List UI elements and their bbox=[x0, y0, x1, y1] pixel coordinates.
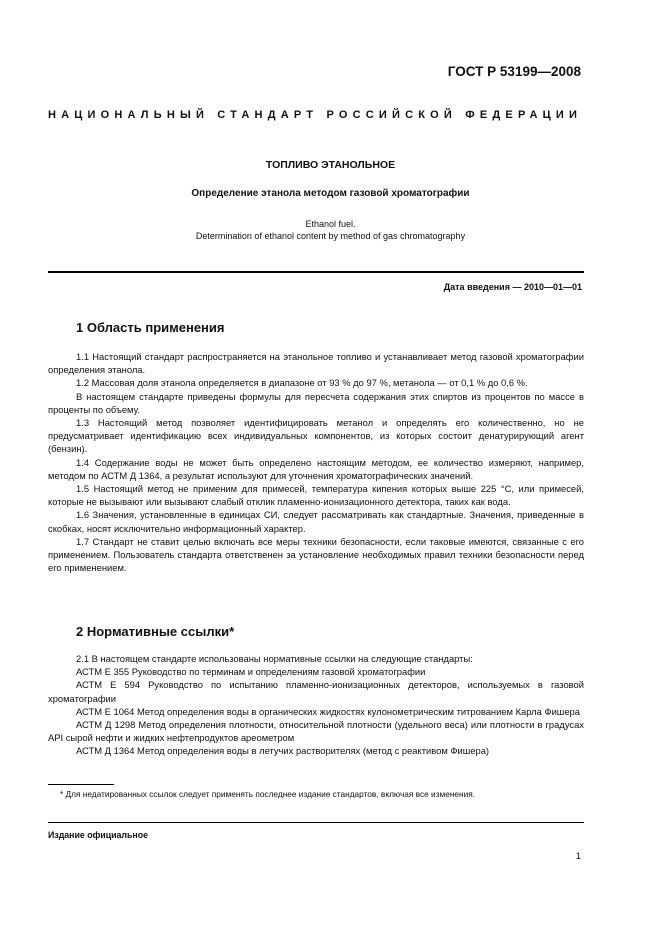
reference-item: АСТМ Д 1364 Метод определения воды в летучих растворителях (метод с реактивом Фишера) bbox=[76, 745, 490, 757]
footer-divider bbox=[48, 822, 584, 823]
standard-code: ГОСТ Р 53199—2008 bbox=[447, 64, 581, 79]
section-1-heading: 1 Область применения bbox=[76, 320, 225, 335]
section-2-heading: 2 Нормативные ссылки* bbox=[76, 624, 235, 639]
edition-label: Издание официальное bbox=[48, 830, 148, 840]
paragraph: 1.1 Настоящий стандарт распространяется на этанольное топливо и устанавливает метод газовой хроматографии определения этанола. bbox=[48, 351, 584, 376]
section-1-body bbox=[48, 350, 584, 574]
document-subtitle: Определение этанола методом газовой хроматографии bbox=[191, 188, 470, 199]
paragraph: 1.5 Настоящий метод не применим для примесей, температура кипения которых выше 225 °С, или примесей, которые не вызывают или вызывают слабый отклик пламенно-ионизационного детектора, таких как вода. bbox=[48, 483, 584, 508]
paragraph: 1.7 Стандарт не ставит целью включать все меры техники безопасности, если таковые имеются, связанные с его применением. Пользователь стандарта ответственен за установление необходимых правил техники безопасности перед его применением. bbox=[48, 535, 584, 574]
reference-item: АСТМ Д 1298 Метод определения плотности, относительной плотности (удельного веса) или плотности в градусах API сырой нефти и жидких нефтепродуктов ареометром bbox=[48, 719, 584, 744]
english-title bbox=[0, 218, 661, 242]
document-title: ТОПЛИВО ЭТАНОЛЬНОЕ bbox=[265, 159, 396, 171]
effective-date: Дата введения — 2010—01—01 bbox=[443, 282, 582, 292]
paragraph: 1.2 Массовая доля этанола определяется в диапазоне от 93 % до 97 %, метанола — от 0,1 % до 0,6 %. bbox=[76, 377, 528, 389]
reference-item: АСТМ Е 594 Руководство по испытанию пламенно-ионизационных детекторов, используемых в газовой хроматографии bbox=[48, 679, 584, 704]
reference-item: АСТМ Е 1064 Метод определения воды в органических жидкостях кулонометрическим титрованием Карла Фишера bbox=[76, 705, 580, 717]
paragraph: 1.4 Содержание воды не может быть определено настоящим методом, ее количество измеряют, например, методом по АСТМ Д 1364, а результат используют для уточнения хроматографических значений. bbox=[48, 456, 584, 481]
english-title-line-2: Determination of ethanol content by method of gas chromatography bbox=[195, 231, 466, 241]
paragraph: В настоящем стандарте приведены формулы для пересчета содержания этих спиртов из процентов по массе в проценты по объему. bbox=[48, 390, 584, 415]
section-2-body bbox=[48, 652, 584, 758]
reference-item: АСТМ Е 355 Руководство по терминам и определениям газовой хроматографии bbox=[76, 666, 426, 678]
footnote: * Для недатированных ссылок следует применять последнее издание стандартов, включая все изменения. bbox=[60, 789, 476, 799]
title-divider bbox=[48, 271, 584, 273]
paragraph: 1.3 Настоящий метод позволяет идентифицировать метанол и определять его количественно, но не предусматривает идентификацию всех индивидуальных компонентов, из которых состоит денатурирующий агент (бензин). bbox=[48, 417, 584, 455]
paragraph: 2.1 В настоящем стандарте использованы нормативные ссылки на следующие стандарты: bbox=[76, 653, 473, 664]
english-title-line-1: Ethanol fuel. bbox=[305, 219, 356, 229]
paragraph: 1.6 Значения, установленные в единицах СИ, следует рассматривать как стандартные. Значения, приведенные в скобках, носят исключительно информационный характер. bbox=[48, 509, 584, 534]
standard-banner: НАЦИОНАЛЬНЫЙ СТАНДАРТ РОССИЙСКОЙ ФЕДЕРАЦИИ bbox=[48, 109, 583, 121]
footnote-divider bbox=[48, 784, 114, 785]
page-number: 1 bbox=[575, 851, 581, 862]
